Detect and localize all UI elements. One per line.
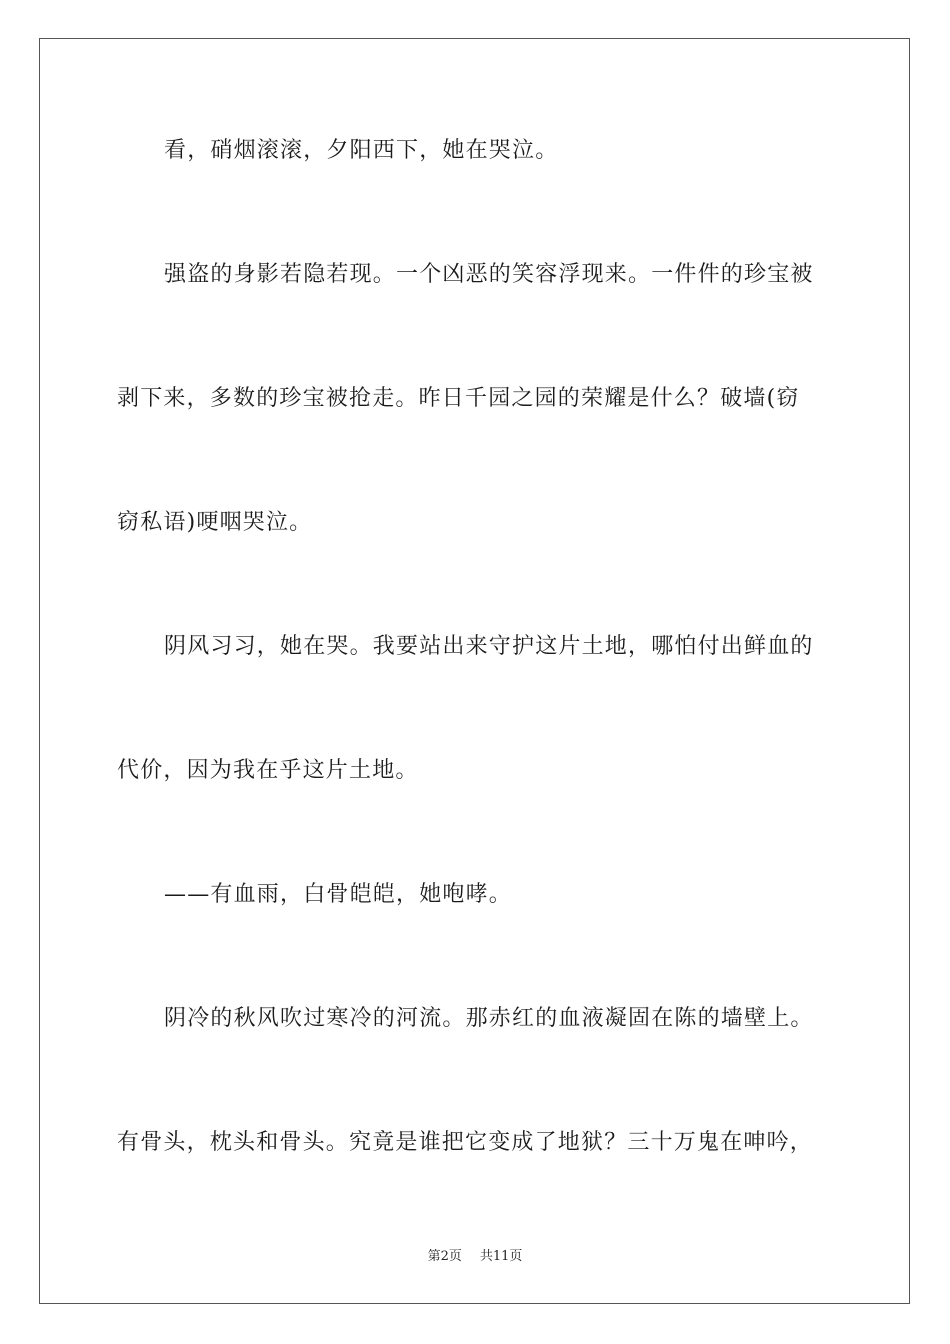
- paragraph-line-1: 看，硝烟滚滚，夕阳西下，她在哭泣。: [164, 138, 559, 163]
- paragraph-line-5: 阴风习习，她在哭。我要站出来守护这片土地，哪怕付出鲜血的: [164, 634, 814, 659]
- page-total: 共11页: [479, 1249, 523, 1264]
- paragraph-line-8: 阴冷的秋风吹过寒冷的河流。那赤红的血液凝固在陈的墙壁上。: [164, 1006, 814, 1031]
- page-frame: [39, 38, 910, 1304]
- paragraph-line-3: 剥下来，多数的珍宝被抢走。昨日千园之园的荣耀是什么？破墙(窃: [117, 386, 800, 411]
- page-number: 第2页: [427, 1249, 462, 1264]
- page-footer: [0, 1248, 950, 1266]
- paragraph-line-4: 窃私语)哽咽哭泣。: [117, 510, 313, 535]
- paragraph-line-6: 代价，因为我在乎这片土地。: [117, 758, 419, 783]
- paragraph-line-2: 强盗的身影若隐若现。一个凶恶的笑容浮现来。一件件的珍宝被: [164, 262, 814, 287]
- paragraph-line-9: 有骨头，枕头和骨头。究竟是谁把它变成了地狱？三十万鬼在呻吟，: [117, 1130, 814, 1155]
- paragraph-line-7: ——有血雨，白骨皑皑，她咆哮。: [164, 882, 513, 907]
